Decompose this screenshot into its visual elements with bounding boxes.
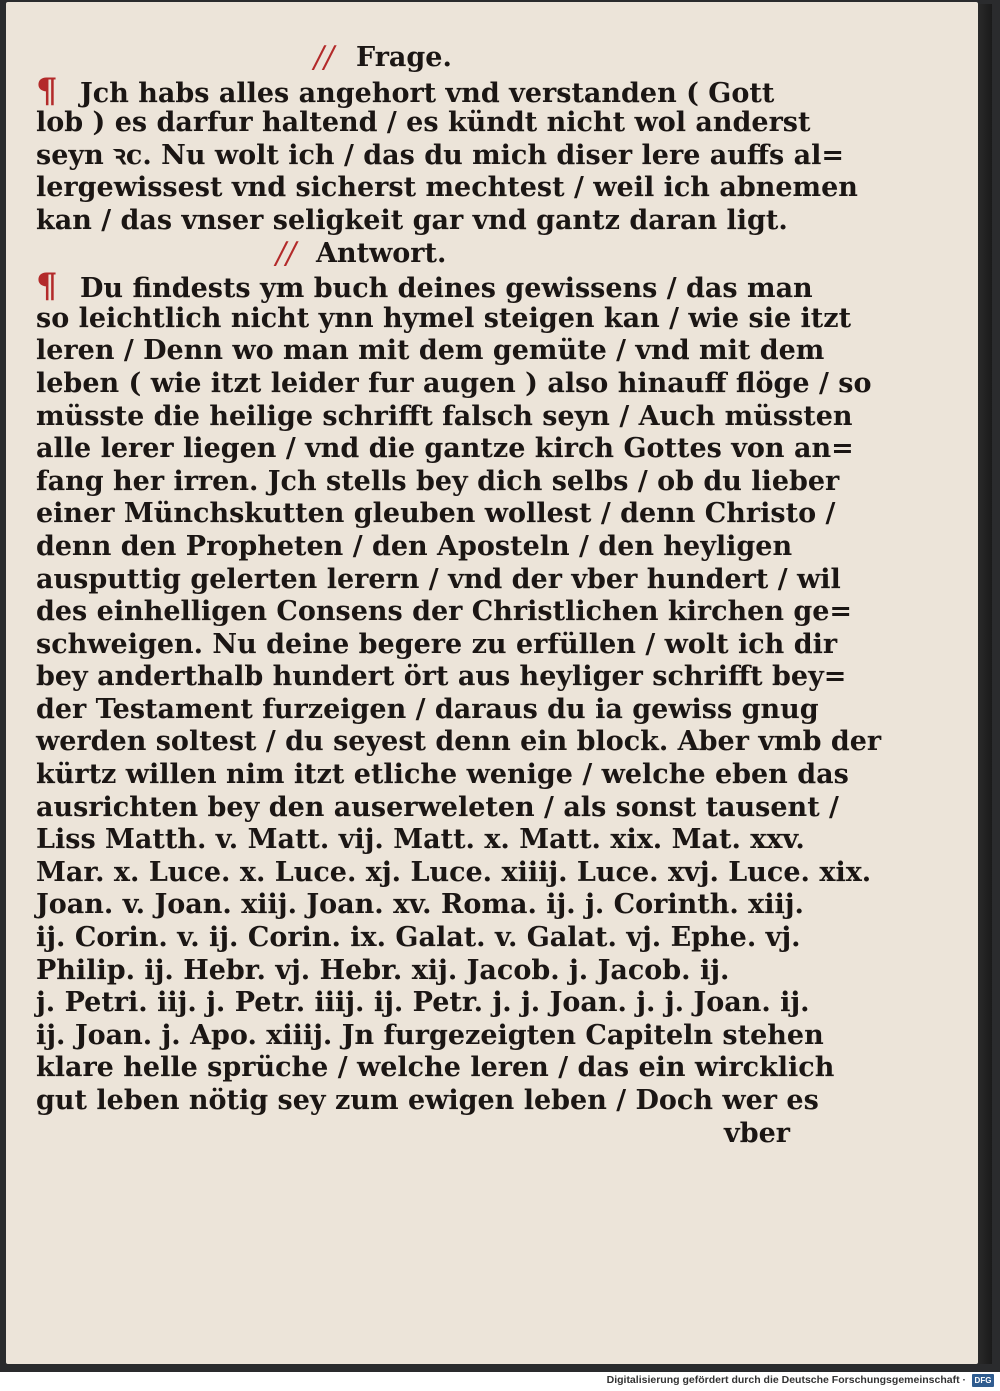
heading-text: Frage.	[356, 42, 452, 73]
heading-antwort	[36, 235, 796, 271]
text-line: ij. Corin. v. ij. Corin. ix. Galat. v. Galat. vj. Ephe. vj.	[36, 922, 801, 954]
text-line: Liss Matth. v. Matt. vij. Matt. x. Matt. xix. Mat. xxv.	[36, 824, 805, 856]
text-line: ¶ Du findests ym buch deines gewissens / das man	[36, 266, 813, 307]
text-line: bey anderthalb hundert ört aus heyliger schrifft bey=	[36, 661, 847, 693]
text-line: fang her irren. Jch stells bey dich selbs / ob du lieber	[36, 465, 840, 497]
text-line: müsste die heilige schrifft falsch seyn / Auch müssten	[36, 400, 853, 432]
text-line: seyn ꝛc. Nu wolt ich / das du mich diser lere auffs al=	[36, 139, 845, 171]
text-line: ausrichten bey den auserweleten / als sonst tausent /	[36, 791, 839, 823]
funding-credit: Digitalisierung gefördert durch die Deutsche Forschungsgemeinschaft ·	[606, 1374, 966, 1386]
heading-mark: //	[314, 40, 335, 75]
text-line: schweigen. Nu deine begere zu erfüllen / wolt ich dir	[36, 628, 838, 660]
text-line: Joan. v. Joan. xiij. Joan. xv. Roma. ij. j. Corinth. xiij.	[36, 889, 804, 921]
text-line: alle lerer liegen / vnd die gantze kirch Gottes von an=	[36, 433, 854, 465]
text-line: lergewissest vnd sicherst mechtest / weil ich abnemen	[36, 172, 858, 204]
page-text	[36, 40, 882, 1150]
text-line: kan / das vnser seligkeit gar vnd gantz daran ligt.	[36, 204, 788, 236]
text-line: leren / Denn wo man mit dem gemüte / vnd mit dem	[36, 335, 825, 367]
text-line: lob ) es darfur haltend / es kündt nicht wol anderst	[36, 107, 811, 139]
heading-frage	[36, 42, 796, 75]
text-line: kürtz willen nim itzt etliche wenige / welche eben das	[36, 759, 849, 791]
heading-mark: //	[276, 235, 297, 271]
text-line: ¶ Jch habs alles angehort vnd verstanden ( Gott	[36, 70, 775, 111]
text-line: klare helle sprüche / welche leren / das ein wircklich	[36, 1052, 835, 1084]
text-line: Philip. ij. Hebr. vj. Hebr. xij. Jacob. j. Jacob. ij.	[36, 954, 730, 986]
text-line: leben ( wie itzt leider fur augen ) also hinauff flöge / so	[36, 367, 872, 399]
catchword: vber	[724, 1117, 790, 1149]
text-line: j. Petri. iij. j. Petr. iiij. ij. Petr. j. j. Joan. j. j. Joan. ij.	[36, 987, 810, 1019]
text-line: ausputtig gelerten lerern / vnd der vber hundert / wil	[36, 563, 841, 595]
page-edge	[978, 4, 992, 1364]
text-line: denn den Propheten / den Aposteln / den heyligen	[36, 530, 793, 562]
text-line: der Testament furzeigen / daraus du ia gewiss gnug	[36, 693, 819, 725]
paragraph-mark-icon: ¶	[36, 70, 58, 111]
text-line: Mar. x. Luce. x. Luce. xj. Luce. xiiij. Luce. xvj. Luce. xix.	[36, 856, 872, 888]
text-line: des einhelligen Consens der Christlichen kirchen ge=	[36, 596, 853, 628]
heading-text: Antwort.	[316, 237, 447, 269]
footer-bar	[0, 1372, 1000, 1391]
text-line: so leichtlich nicht ynn hymel steigen kan / wie sie itzt	[36, 302, 852, 334]
text-line: gut leben nötig sey zum ewigen leben / Doch wer es	[36, 1085, 819, 1116]
text-line: werden soltest / du seyest denn ein block. Aber vmb der	[36, 726, 882, 758]
text-line: einer Münchskutten gleuben wollest / denn Christo /	[36, 498, 836, 530]
text-line: ij. Joan. j. Apo. xiiij. Jn furgezeigten Capiteln stehen	[36, 1019, 824, 1051]
paragraph-mark-icon: ¶	[36, 266, 58, 307]
dfg-logo-icon: DFG	[972, 1374, 994, 1387]
